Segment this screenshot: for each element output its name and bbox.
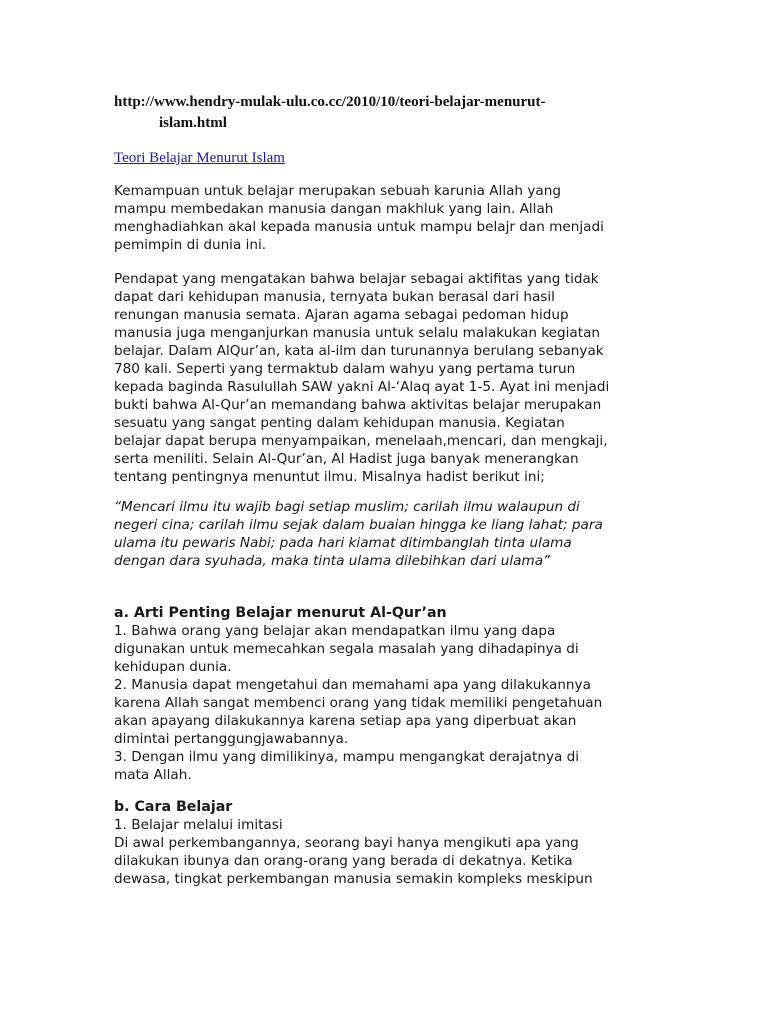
quote-line: ulama itu pewaris Nabi; pada hari kiamat ditimbanglah tinta ulama xyxy=(114,535,572,551)
text-line: belajar dapat berupa menyampaikan, menelaah,mencari, dan mengkaji, xyxy=(114,433,608,449)
text-line: manusia juga menganjurkan manusia untuk selalu malakukan kegiatan xyxy=(114,325,601,341)
text-line: pemimpin di dunia ini. xyxy=(114,237,267,253)
text-line: Pendapat yang mengatakan bahwa belajar sebagai aktifitas yang tidak xyxy=(114,271,599,287)
text-line: 780 kali. Seperti yang termaktub dalam wahyu yang pertama turun xyxy=(114,361,576,377)
quote-line: negeri cina; carilah ilmu sejak dalam buaian hingga ke liang lahat; para xyxy=(114,517,603,533)
article-title-link[interactable]: Teori Belajar Menurut Islam xyxy=(114,150,285,166)
text-line: karena Allah sangat membenci orang yang tidak memiliki pengetahuan xyxy=(114,695,603,711)
text-line: digunakan untuk memecahkan segala masalah yang dihadapinya di xyxy=(114,641,579,657)
text-line: tentang pentingnya menuntut ilmu. Misalnya hadist berikut ini; xyxy=(114,469,545,485)
section-b xyxy=(114,798,654,888)
text-line: Di awal perkembangannya, seorang bayi hanya mengikuti apa yang xyxy=(114,835,579,851)
text-line: 3. Dengan ilmu yang dimilikinya, mampu mengangkat derajatnya di xyxy=(114,749,580,765)
text-line: mampu membedakan manusia dangan makhluk yang lain. Allah xyxy=(114,201,554,217)
text-line: akan apayang dilakukannya karena setiap apa yang diperbuat akan xyxy=(114,713,577,729)
text-line: belajar. Dalam AlQur’an, kata al-ilm dan turunannya berulang sebanyak xyxy=(114,343,604,359)
text-line: dewasa, tingkat perkembangan manusia semakin kompleks meskipun xyxy=(114,871,593,887)
text-line: 1. Belajar melalui imitasi xyxy=(114,817,283,833)
section-a-heading: a. Arti Penting Belajar menurut Al-Qur’an xyxy=(114,605,447,621)
text-line: kehidupan dunia. xyxy=(114,659,232,675)
section-a xyxy=(114,604,654,784)
quote-line: “Mencari ilmu itu wajib bagi setiap muslim; carilah ilmu walaupun di xyxy=(114,499,580,515)
text-line: 1. Bahwa orang yang belajar akan mendapatkan ilmu yang dapa xyxy=(114,623,556,639)
source-url-line-1: http://www.hendry-mulak-ulu.co.cc/2010/10/teori-belajar-menurut- xyxy=(114,94,546,110)
text-line: dapat dari kehidupan manusia, ternyata bukan berasal dari hasil xyxy=(114,289,555,305)
text-line: serta meniliti. Selain Al-Qur’an, Al Hadist juga banyak menerangkan xyxy=(114,451,579,467)
second-paragraph xyxy=(114,270,654,486)
text-line: 2. Manusia dapat mengetahui dan memahami apa yang dilakukannya xyxy=(114,677,591,693)
text-line: dilakukan ibunya dan orang-orang yang berada di dekatnya. Ketika xyxy=(114,853,573,869)
text-line: bukti bahwa Al-Qur’an memandang bahwa aktivitas belajar merupakan xyxy=(114,397,602,413)
section-b-heading: b. Cara Belajar xyxy=(114,799,233,815)
intro-paragraph xyxy=(114,182,654,254)
text-line: menghadiahkan akal kepada manusia untuk mampu belajr dan menjadi xyxy=(114,219,604,235)
quote-line: dengan dara syuhada, maka tinta ulama dilebihkan dari ulama” xyxy=(114,553,551,569)
text-line: renungan manusia semata. Ajaran agama sebagai pedoman hidup xyxy=(114,307,569,323)
hadith-quote xyxy=(114,498,654,570)
text-line: Kemampuan untuk belajar merupakan sebuah karunia Allah yang xyxy=(114,183,561,199)
text-line: dimintai pertanggungjawabannya. xyxy=(114,731,349,747)
text-line: mata Allah. xyxy=(114,767,192,783)
text-line: sesuatu yang sangat penting dalam kehidupan manusia. Kegiatan xyxy=(114,415,565,431)
text-line: kepada baginda Rasulullah SAW yakni Al-‘Alaq ayat 1-5. Ayat ini menjadi xyxy=(114,379,610,395)
source-url-line-2: islam.html xyxy=(159,115,227,131)
source-url xyxy=(114,92,634,134)
